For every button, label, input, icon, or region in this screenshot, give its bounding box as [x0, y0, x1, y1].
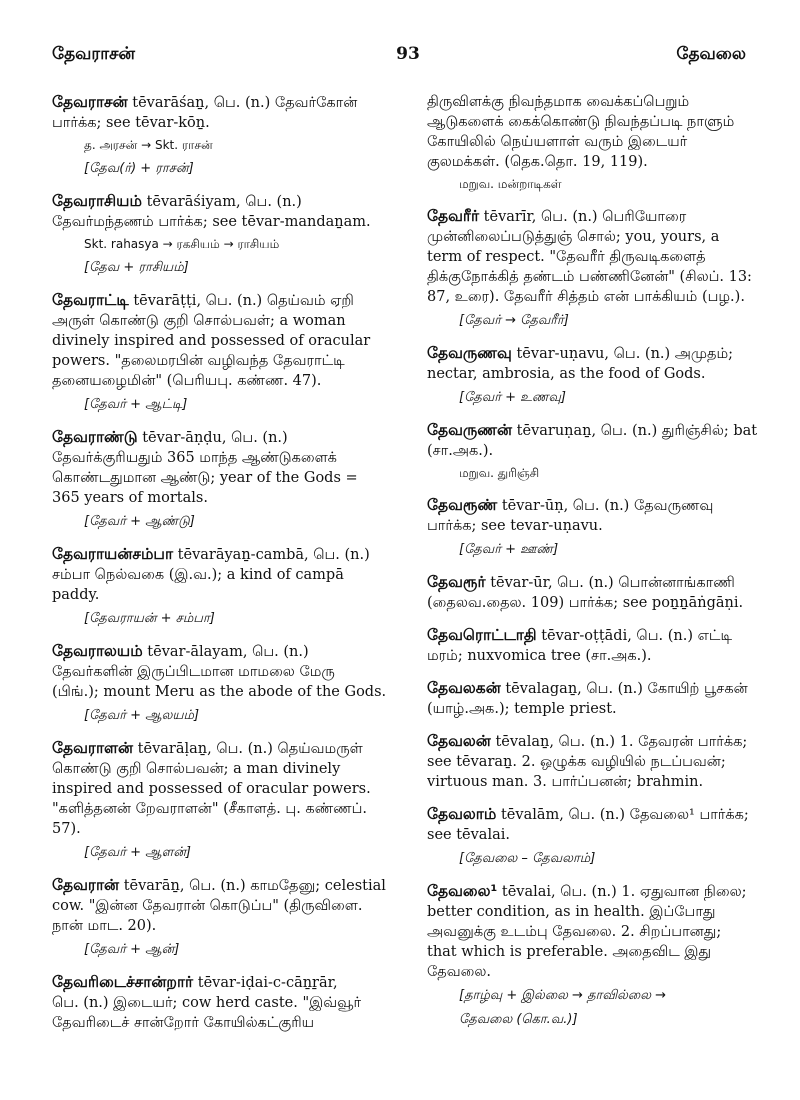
entry-text: முன்னிலைப்படுத்துஞ் சொல்; you, yours, a [427, 229, 720, 245]
entry-text: tēvarīr, பெ. (n.) பெரியோரை [483, 209, 687, 225]
entry-text-line [52, 290, 397, 311]
entry-etymology: தேவலை (கொ.வ.)] [459, 1012, 578, 1027]
entry-text: tēvarāśaṉ, பெ. (n.) தேவர்கோன் [132, 95, 358, 111]
entry-text-line [427, 825, 772, 845]
entry-text: tēvar-oṭṭādi, பெ. (n.) எட்டி [541, 628, 732, 644]
entry-text-line [427, 942, 772, 962]
entry-text-line [427, 881, 772, 902]
entry-text-line [427, 92, 772, 112]
entry-text-line [427, 699, 772, 719]
entry-text: அவனுக்கு உடம்பு தேவலை. 2. சிறப்பானது; [427, 924, 722, 940]
entry-text-line [52, 682, 397, 702]
entry-etymology: [தேவலை – தேவலாம்] [459, 851, 596, 866]
dictionary-entry [427, 678, 772, 719]
entry-etymology: [தாழ்வு + இல்லை → தாவில்லை → [459, 988, 667, 1003]
entry-text-line [52, 799, 397, 819]
entry-text-line [52, 468, 397, 488]
entry-text: tēvarāṉ, பெ. (n.) காமதேனு; celestial [123, 878, 386, 894]
entry-text: tēvar-āṇḍu, பெ. (n.) [142, 430, 288, 446]
entry-text: தேவர்மந்தணம் பார்க்க; see tēvar-mandaṉam. [52, 214, 371, 230]
entry-text-line [52, 191, 397, 212]
dictionary-entry [427, 343, 772, 408]
entry-text-line [52, 565, 397, 585]
entry-text: tēvar-ālayam, பெ. (n.) [147, 644, 309, 660]
entry-text: தனையழைமின்" (பெரியபு. கண்ண. 47). [52, 373, 322, 389]
entry-text-line [52, 92, 397, 113]
entry-text: ஆடுகளைக் கைக்கொண்டு நிவந்தப்படி நாளும் [427, 114, 735, 130]
entry-text: (யாழ்.அக.); temple priest. [427, 701, 617, 717]
dictionary-entry [427, 731, 772, 792]
entry-etymology: [தேவ(ர்) + ராசன்] [84, 161, 194, 176]
entry-headword: தேவரொட்டாதி [427, 626, 537, 644]
entry-text: tēvalai, பெ. (n.) 1. ஏதுவான நிலை; [501, 884, 747, 900]
entry-note: த. அரசன் → Skt. ராசன் [84, 138, 213, 152]
entry-text: tēvaruṇaṉ, பெ. (n.) துரிஞ்சில்; bat [516, 423, 758, 439]
entry-text: 87, உரை). தேவரீர் சித்தம் என் பாக்கியம் (பழ.). [427, 289, 745, 305]
entry-text: தேவரிடைச் சான்றோர் கோயில்கட்குரிய [52, 1015, 315, 1031]
entry-text-line [52, 819, 397, 839]
dictionary-entry [427, 572, 772, 613]
entry-text: தேவர்களின் இருப்பிடமான மாமலை மேரு [52, 664, 335, 680]
dictionary-entry [52, 191, 397, 278]
entry-text-line [52, 113, 397, 133]
entry-etymology: [தேவர் → தேவரீர்] [459, 313, 569, 328]
entry-text-line [427, 902, 772, 922]
dictionary-entry [52, 92, 397, 179]
entry-text-line [52, 585, 397, 605]
entry-text-line [52, 896, 397, 916]
entry-text-line [427, 804, 772, 825]
dictionary-entry [52, 972, 397, 1033]
entry-headword: தேவரூர் [427, 573, 486, 591]
entry-text-line [427, 132, 772, 152]
entry-text: virtuous man. 3. பார்ப்பனன்; brahmin. [427, 774, 704, 790]
entry-text: that which is preferable. அதைவிட இது [427, 944, 712, 960]
entry-text-line [52, 916, 397, 936]
entry-text: tēvarāḷaṉ, பெ. (n.) தெய்வமருள் [137, 741, 363, 757]
entry-headword: தேவராளன் [52, 739, 134, 757]
entry-headword: தேவலகன் [427, 679, 501, 697]
entry-text: powers. "தலைமரபின் வழிவந்த தேவராட்டி [52, 353, 345, 369]
dictionary-entry [52, 875, 397, 960]
entry-text-line [52, 427, 397, 448]
entry-text-line [427, 364, 772, 384]
running-head-left: தேவராசன் [52, 44, 135, 64]
entry-text: கொண்டு குறி சொல்பவன்; a man divinely [52, 761, 341, 777]
entry-text: 365 years of mortals. [52, 490, 208, 506]
entry-text-line [52, 544, 397, 565]
entry-text: திருவிளக்கு நிவந்தமாக வைக்கப்பெறும் [427, 94, 690, 110]
entry-headword: தேவரான் [52, 876, 120, 894]
right-column [427, 92, 772, 1080]
entry-headword: தேவரூண் [427, 496, 498, 514]
entry-text-line [52, 331, 397, 351]
entry-text-line [427, 572, 772, 593]
entry-text: கொண்டதுமான ஆண்டு; year of the Gods = [52, 470, 358, 486]
running-head-right: தேவலை [676, 44, 746, 64]
entry-text: நான் மாட. 20). [52, 918, 157, 934]
entry-text: tēvalaṉ, பெ. (n.) 1. தேவரன் பார்க்க; [495, 734, 748, 750]
entry-text: tēvarāṭṭi, பெ. (n.) தெய்வம் ஏறி [133, 293, 354, 309]
entry-text-line [52, 1013, 397, 1033]
entry-text: see tēvaraṉ. 2. ஒழுக்க வழியில் நடப்பவன்; [427, 754, 726, 770]
dictionary-entry [427, 625, 772, 666]
dictionary-entry [427, 92, 772, 194]
dictionary-entry [52, 427, 397, 532]
entry-etymology: [தேவர் + ஆலயம்] [84, 708, 200, 723]
entry-text-line [52, 488, 397, 508]
entry-headword: தேவலை¹ [427, 882, 498, 900]
entry-text: tēvar-iḍai-c-cāṉṟār, [197, 975, 338, 991]
entry-etymology: [தேவர் + ஆண்டு] [84, 514, 195, 529]
entry-text-line [427, 495, 772, 516]
entry-text-line [52, 875, 397, 896]
entry-text-line [427, 112, 772, 132]
entry-text-line [427, 752, 772, 772]
dictionary-entry [427, 206, 772, 331]
entry-headword: தேவராண்டு [52, 428, 138, 446]
dictionary-entry [427, 881, 772, 1030]
entry-text-line [52, 759, 397, 779]
entry-text: see tēvalai. [427, 827, 510, 843]
entry-text-line [427, 772, 772, 792]
entry-etymology: [தேவ + ராசியம்] [84, 260, 189, 275]
entry-text: (பிங்.); mount Meru as the abode of the Gods. [52, 684, 387, 700]
entry-text: nectar, ambrosia, as the food of Gods. [427, 366, 706, 382]
entry-text-line [427, 922, 772, 942]
entry-text: திக்குநோக்கித் தண்டம் பண்ணினேன்" (சிலப். 13: [427, 269, 752, 285]
dictionary-entry [52, 738, 397, 863]
entry-text: பார்க்க; see tēvar-kōṉ. [52, 115, 210, 131]
entry-text: பார்க்க; see tevar-uṇavu. [427, 518, 603, 534]
entry-text-line [52, 212, 397, 232]
entry-text-line [427, 247, 772, 267]
entry-text: பெ. (n.) இடையர்; cow herd caste. "இவ்வூர் [52, 995, 362, 1011]
entry-headword: தேவராயன்சம்பா [52, 545, 174, 563]
entry-text-line [52, 779, 397, 799]
entry-text-line [52, 993, 397, 1013]
entry-headword: தேவரிடைச்சான்றார் [52, 973, 194, 991]
entry-text: (தைலவ.தைல. 109) பார்க்க; see poṉṉāṅgāṇi. [427, 595, 744, 611]
dictionary-entry [427, 495, 772, 560]
entry-text-line [427, 646, 772, 666]
dictionary-columns [52, 92, 772, 1080]
entry-text: தேவர்க்குரியதும் 365 மாந்த ஆண்டுகளைக் [52, 450, 337, 466]
entry-text: tēvalām, பெ. (n.) தேவலை¹ பார்க்க; [500, 807, 749, 823]
entry-etymology: [தேவர் + ஆட்டி] [84, 397, 188, 412]
entry-text-line [52, 371, 397, 391]
entry-text-line [427, 731, 772, 752]
entry-headword: தேவராலயம் [52, 642, 143, 660]
entry-text-line [427, 206, 772, 227]
dictionary-entry [52, 290, 397, 415]
entry-headword: தேவராசன் [52, 93, 128, 111]
dictionary-entry [427, 420, 772, 483]
entry-etymology: [தேவர் + ஆன்] [84, 942, 180, 957]
entry-text-line [52, 351, 397, 371]
entry-text: மரம்; nuxvomica tree (சா.அக.). [427, 648, 652, 664]
entry-text: கோயிலில் நெய்யளாள் வரும் இடையர் [427, 134, 688, 150]
entry-text-line [427, 441, 772, 461]
page-number: 93 [396, 44, 420, 64]
entry-text: (சா.அக.). [427, 443, 494, 459]
entry-note: மறுவ. மன்றாடிகள் [459, 177, 562, 191]
entry-headword: தேவலாம் [427, 805, 497, 823]
entry-note: Skt. rahasya → ரகசியம் → ராசியம் [84, 237, 280, 251]
entry-text: "களித்தனன் றேவராளன்" (சீகாளத். பு. கண்ணப். [52, 801, 367, 817]
entry-etymology: [தேவர் + உணவு] [459, 390, 567, 405]
entry-text: தேவலை. [427, 964, 491, 980]
entry-text: சம்பா நெல்வகை (இ.வ.); a kind of campā [52, 567, 344, 583]
entry-text-line [427, 227, 772, 247]
entry-text: tēvarāśiyam, பெ. (n.) [146, 194, 302, 210]
entry-text-line [427, 152, 772, 172]
entry-text-line [52, 311, 397, 331]
entry-text-line [52, 662, 397, 682]
entry-note: மறுவ. துரிஞ்சி [459, 466, 540, 480]
entry-text: better condition, as in health. இப்போது [427, 904, 716, 920]
entry-text: அருள் கொண்டு குறி சொல்பவள்; a woman [52, 313, 346, 329]
entry-etymology: [தேவராயன் + சம்பா] [84, 611, 215, 626]
entry-text: divinely inspired and possessed of oracular [52, 333, 371, 349]
entry-text: inspired and possessed of oracular powers. [52, 781, 371, 797]
entry-text-line [427, 678, 772, 699]
entry-headword: தேவரீர் [427, 207, 480, 225]
entry-text: term of respect. "தேவரீர் திருவடிகளைத் [427, 249, 706, 265]
entry-etymology: [தேவர் + ஆளன்] [84, 845, 192, 860]
entry-text: tēvar-ūṇ, பெ. (n.) தேவருணவு [501, 498, 714, 514]
entry-text-line [427, 287, 772, 307]
entry-text: 57). [52, 821, 81, 837]
entry-text-line [52, 641, 397, 662]
entry-headword: தேவருணன் [427, 421, 513, 439]
entry-text: tēvar-uṇavu, பெ. (n.) அமுதம்; [516, 346, 733, 362]
entry-text: paddy. [52, 587, 100, 603]
entry-headword: தேவலன் [427, 732, 491, 750]
entry-text: tēvar-ūr, பெ. (n.) பொன்னாங்காணி [490, 575, 735, 591]
entry-text-line [427, 962, 772, 982]
entry-text-line [427, 593, 772, 613]
entry-text-line [427, 267, 772, 287]
entry-text-line [427, 625, 772, 646]
entry-etymology: [தேவர் + ஊண்] [459, 542, 559, 557]
entry-text: குலமக்கள். (தெக.தொ. 19, 119). [427, 154, 648, 170]
dictionary-entry [52, 544, 397, 629]
running-head [52, 44, 764, 84]
entry-text-line [427, 420, 772, 441]
entry-text: tēvalagaṉ, பெ. (n.) கோயிற் பூசகன் [505, 681, 748, 697]
entry-text-line [52, 448, 397, 468]
entry-text: tēvarāyaṉ-cambā, பெ. (n.) [177, 547, 370, 563]
entry-text-line [427, 516, 772, 536]
entry-headword: தேவராட்டி [52, 291, 129, 309]
entry-text: cow. "இன்ன தேவரான் கொடுப்ப" (திருவிளை. [52, 898, 363, 914]
entry-text-line [427, 343, 772, 364]
dictionary-entry [427, 804, 772, 869]
left-column [52, 92, 397, 1080]
entry-text-line [52, 972, 397, 993]
entry-text-line [52, 738, 397, 759]
dictionary-entry [52, 641, 397, 726]
entry-headword: தேவருணவு [427, 344, 512, 362]
entry-headword: தேவராசியம் [52, 192, 142, 210]
